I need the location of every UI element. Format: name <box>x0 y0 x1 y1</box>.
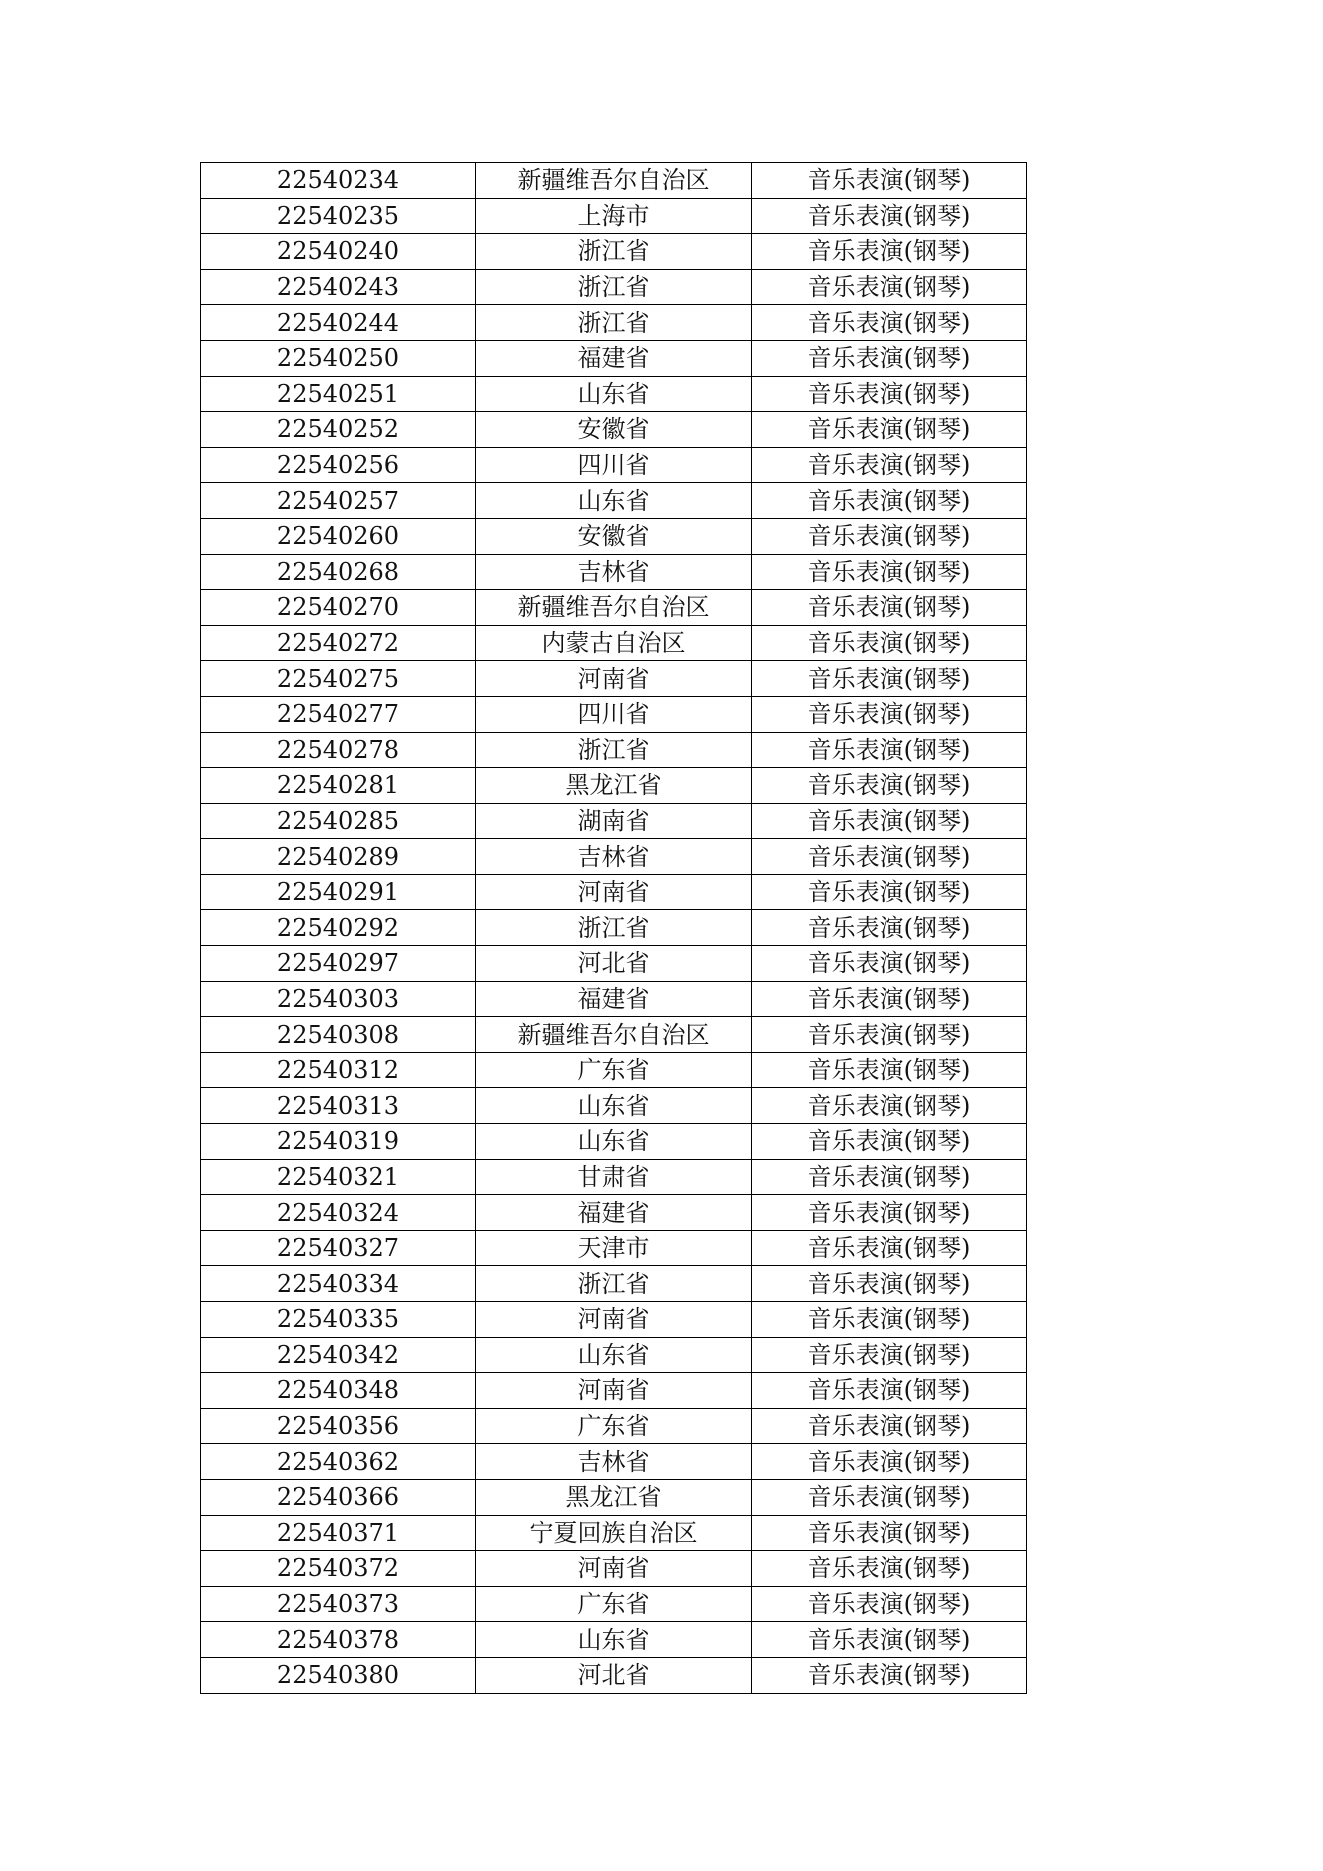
major-cell: 音乐表演(钢琴) <box>752 1017 1027 1053</box>
region-cell: 浙江省 <box>476 305 752 341</box>
candidate-id-cell: 22540240 <box>201 234 476 270</box>
major-cell: 音乐表演(钢琴) <box>752 661 1027 697</box>
document-table-container <box>200 162 1026 1694</box>
major-cell: 音乐表演(钢琴) <box>752 1052 1027 1088</box>
major-cell: 音乐表演(钢琴) <box>752 1302 1027 1338</box>
major-cell: 音乐表演(钢琴) <box>752 1479 1027 1515</box>
region-cell: 天津市 <box>476 1230 752 1266</box>
table-row <box>201 554 1027 590</box>
major-cell: 音乐表演(钢琴) <box>752 1551 1027 1587</box>
table-row <box>201 1302 1027 1338</box>
major-cell: 音乐表演(钢琴) <box>752 554 1027 590</box>
table-row <box>201 1052 1027 1088</box>
major-cell: 音乐表演(钢琴) <box>752 946 1027 982</box>
region-cell: 湖南省 <box>476 803 752 839</box>
region-cell: 山东省 <box>476 1337 752 1373</box>
major-cell: 音乐表演(钢琴) <box>752 839 1027 875</box>
candidate-id-cell: 22540356 <box>201 1408 476 1444</box>
major-cell: 音乐表演(钢琴) <box>752 696 1027 732</box>
candidate-id-cell: 22540335 <box>201 1302 476 1338</box>
candidate-id-cell: 22540275 <box>201 661 476 697</box>
table-row <box>201 1230 1027 1266</box>
candidate-id-cell: 22540281 <box>201 768 476 804</box>
candidate-id-cell: 22540321 <box>201 1159 476 1195</box>
table-row <box>201 839 1027 875</box>
region-cell: 新疆维吾尔自治区 <box>476 163 752 199</box>
major-cell: 音乐表演(钢琴) <box>752 874 1027 910</box>
table-row <box>201 981 1027 1017</box>
table-row <box>201 1159 1027 1195</box>
region-cell: 河南省 <box>476 1551 752 1587</box>
region-cell: 山东省 <box>476 483 752 519</box>
major-cell: 音乐表演(钢琴) <box>752 910 1027 946</box>
region-cell: 新疆维吾尔自治区 <box>476 1017 752 1053</box>
table-row <box>201 1195 1027 1231</box>
table-row <box>201 412 1027 448</box>
region-cell: 山东省 <box>476 376 752 412</box>
candidate-id-cell: 22540251 <box>201 376 476 412</box>
table-row <box>201 1515 1027 1551</box>
region-cell: 浙江省 <box>476 910 752 946</box>
region-cell: 吉林省 <box>476 839 752 875</box>
candidate-id-cell: 22540303 <box>201 981 476 1017</box>
candidate-id-cell: 22540308 <box>201 1017 476 1053</box>
major-cell: 音乐表演(钢琴) <box>752 732 1027 768</box>
region-cell: 山东省 <box>476 1088 752 1124</box>
candidate-id-cell: 22540373 <box>201 1586 476 1622</box>
major-cell: 音乐表演(钢琴) <box>752 376 1027 412</box>
table-row <box>201 1622 1027 1658</box>
table-row <box>201 163 1027 199</box>
major-cell: 音乐表演(钢琴) <box>752 981 1027 1017</box>
candidate-id-cell: 22540291 <box>201 874 476 910</box>
region-cell: 河南省 <box>476 1302 752 1338</box>
candidate-id-cell: 22540277 <box>201 696 476 732</box>
region-cell: 福建省 <box>476 981 752 1017</box>
major-cell: 音乐表演(钢琴) <box>752 1408 1027 1444</box>
table-row <box>201 1124 1027 1160</box>
candidate-id-cell: 22540260 <box>201 518 476 554</box>
major-cell: 音乐表演(钢琴) <box>752 447 1027 483</box>
candidate-id-cell: 22540378 <box>201 1622 476 1658</box>
candidate-id-cell: 22540270 <box>201 590 476 626</box>
table-row <box>201 447 1027 483</box>
region-cell: 河南省 <box>476 1373 752 1409</box>
table-row <box>201 1337 1027 1373</box>
candidate-table-body <box>201 163 1027 1694</box>
major-cell: 音乐表演(钢琴) <box>752 1088 1027 1124</box>
region-cell: 河北省 <box>476 1657 752 1693</box>
major-cell: 音乐表演(钢琴) <box>752 340 1027 376</box>
candidate-id-cell: 22540372 <box>201 1551 476 1587</box>
table-row <box>201 874 1027 910</box>
major-cell: 音乐表演(钢琴) <box>752 198 1027 234</box>
major-cell: 音乐表演(钢琴) <box>752 1337 1027 1373</box>
candidate-id-cell: 22540289 <box>201 839 476 875</box>
region-cell: 四川省 <box>476 447 752 483</box>
region-cell: 河南省 <box>476 661 752 697</box>
table-row <box>201 590 1027 626</box>
region-cell: 安徽省 <box>476 412 752 448</box>
region-cell: 浙江省 <box>476 234 752 270</box>
region-cell: 内蒙古自治区 <box>476 625 752 661</box>
table-row <box>201 376 1027 412</box>
candidate-id-cell: 22540348 <box>201 1373 476 1409</box>
major-cell: 音乐表演(钢琴) <box>752 803 1027 839</box>
major-cell: 音乐表演(钢琴) <box>752 1622 1027 1658</box>
major-cell: 音乐表演(钢琴) <box>752 1266 1027 1302</box>
region-cell: 安徽省 <box>476 518 752 554</box>
table-row <box>201 1657 1027 1693</box>
candidate-id-cell: 22540243 <box>201 269 476 305</box>
region-cell: 浙江省 <box>476 269 752 305</box>
candidate-id-cell: 22540380 <box>201 1657 476 1693</box>
region-cell: 广东省 <box>476 1408 752 1444</box>
major-cell: 音乐表演(钢琴) <box>752 1373 1027 1409</box>
major-cell: 音乐表演(钢琴) <box>752 163 1027 199</box>
candidate-id-cell: 22540256 <box>201 447 476 483</box>
region-cell: 福建省 <box>476 1195 752 1231</box>
region-cell: 河南省 <box>476 874 752 910</box>
major-cell: 音乐表演(钢琴) <box>752 625 1027 661</box>
candidate-id-cell: 22540366 <box>201 1479 476 1515</box>
region-cell: 河北省 <box>476 946 752 982</box>
table-row <box>201 305 1027 341</box>
candidate-id-cell: 22540319 <box>201 1124 476 1160</box>
candidate-id-cell: 22540268 <box>201 554 476 590</box>
table-row <box>201 696 1027 732</box>
region-cell: 黑龙江省 <box>476 768 752 804</box>
region-cell: 浙江省 <box>476 1266 752 1302</box>
region-cell: 吉林省 <box>476 554 752 590</box>
candidate-id-cell: 22540272 <box>201 625 476 661</box>
candidate-id-cell: 22540278 <box>201 732 476 768</box>
region-cell: 黑龙江省 <box>476 1479 752 1515</box>
major-cell: 音乐表演(钢琴) <box>752 1657 1027 1693</box>
candidate-id-cell: 22540285 <box>201 803 476 839</box>
table-row <box>201 269 1027 305</box>
table-row <box>201 340 1027 376</box>
table-row <box>201 910 1027 946</box>
region-cell: 山东省 <box>476 1622 752 1658</box>
candidate-id-cell: 22540252 <box>201 412 476 448</box>
table-row <box>201 1551 1027 1587</box>
region-cell: 浙江省 <box>476 732 752 768</box>
table-row <box>201 1088 1027 1124</box>
candidate-id-cell: 22540250 <box>201 340 476 376</box>
table-row <box>201 768 1027 804</box>
major-cell: 音乐表演(钢琴) <box>752 1195 1027 1231</box>
major-cell: 音乐表演(钢琴) <box>752 1515 1027 1551</box>
region-cell: 吉林省 <box>476 1444 752 1480</box>
region-cell: 新疆维吾尔自治区 <box>476 590 752 626</box>
candidate-id-cell: 22540324 <box>201 1195 476 1231</box>
major-cell: 音乐表演(钢琴) <box>752 768 1027 804</box>
table-row <box>201 1408 1027 1444</box>
candidate-id-cell: 22540244 <box>201 305 476 341</box>
table-row <box>201 234 1027 270</box>
major-cell: 音乐表演(钢琴) <box>752 269 1027 305</box>
candidate-id-cell: 22540312 <box>201 1052 476 1088</box>
major-cell: 音乐表演(钢琴) <box>752 518 1027 554</box>
candidate-id-cell: 22540342 <box>201 1337 476 1373</box>
region-cell: 四川省 <box>476 696 752 732</box>
table-row <box>201 1373 1027 1409</box>
table-row <box>201 198 1027 234</box>
candidate-id-cell: 22540235 <box>201 198 476 234</box>
region-cell: 广东省 <box>476 1052 752 1088</box>
region-cell: 福建省 <box>476 340 752 376</box>
table-row <box>201 1444 1027 1480</box>
candidate-id-cell: 22540362 <box>201 1444 476 1480</box>
major-cell: 音乐表演(钢琴) <box>752 412 1027 448</box>
table-row <box>201 483 1027 519</box>
major-cell: 音乐表演(钢琴) <box>752 1586 1027 1622</box>
region-cell: 广东省 <box>476 1586 752 1622</box>
major-cell: 音乐表演(钢琴) <box>752 590 1027 626</box>
table-row <box>201 1479 1027 1515</box>
major-cell: 音乐表演(钢琴) <box>752 1159 1027 1195</box>
table-row <box>201 803 1027 839</box>
table-row <box>201 946 1027 982</box>
major-cell: 音乐表演(钢琴) <box>752 234 1027 270</box>
table-row <box>201 1586 1027 1622</box>
candidate-id-cell: 22540327 <box>201 1230 476 1266</box>
candidate-id-cell: 22540297 <box>201 946 476 982</box>
major-cell: 音乐表演(钢琴) <box>752 483 1027 519</box>
major-cell: 音乐表演(钢琴) <box>752 1124 1027 1160</box>
major-cell: 音乐表演(钢琴) <box>752 305 1027 341</box>
candidate-id-cell: 22540257 <box>201 483 476 519</box>
region-cell: 甘肃省 <box>476 1159 752 1195</box>
candidate-id-cell: 22540234 <box>201 163 476 199</box>
region-cell: 上海市 <box>476 198 752 234</box>
table-row <box>201 661 1027 697</box>
region-cell: 山东省 <box>476 1124 752 1160</box>
major-cell: 音乐表演(钢琴) <box>752 1230 1027 1266</box>
candidate-id-cell: 22540292 <box>201 910 476 946</box>
table-row <box>201 732 1027 768</box>
table-row <box>201 1266 1027 1302</box>
table-row <box>201 518 1027 554</box>
table-row <box>201 625 1027 661</box>
candidate-table <box>200 162 1027 1694</box>
candidate-id-cell: 22540371 <box>201 1515 476 1551</box>
candidate-id-cell: 22540334 <box>201 1266 476 1302</box>
table-row <box>201 1017 1027 1053</box>
region-cell: 宁夏回族自治区 <box>476 1515 752 1551</box>
major-cell: 音乐表演(钢琴) <box>752 1444 1027 1480</box>
candidate-id-cell: 22540313 <box>201 1088 476 1124</box>
